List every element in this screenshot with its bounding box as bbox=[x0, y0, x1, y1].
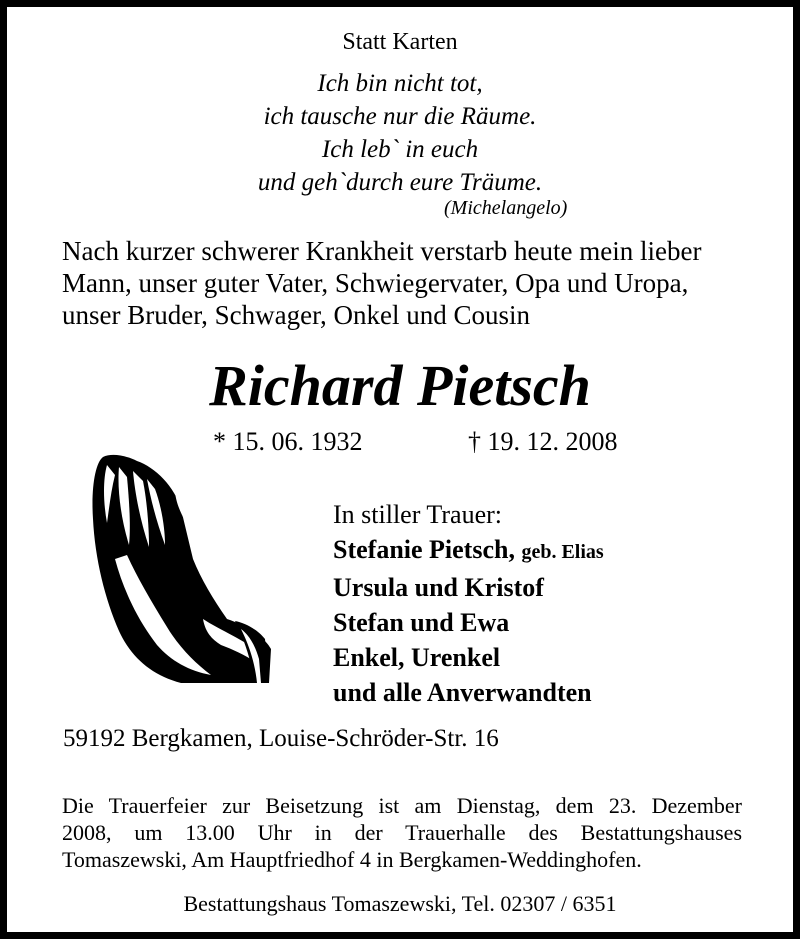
maiden-name-note: geb. Elias bbox=[521, 541, 604, 563]
praying-hands-icon bbox=[85, 449, 273, 685]
poem-line: Ich bin nicht tot, bbox=[317, 70, 483, 97]
service-line: 2008, um 13.00 Uhr in der Trauerhalle des Bestattungshauses bbox=[62, 820, 742, 845]
mourner-widow bbox=[333, 532, 604, 570]
mourners-block bbox=[333, 497, 604, 710]
intro-line: unser Bruder, Schwager, Onkel und Cousin bbox=[62, 300, 531, 330]
mourner: Enkel, Urenkel bbox=[333, 643, 501, 672]
mourner: und alle Anverwandten bbox=[333, 678, 592, 707]
family-address: 59192 Bergkamen, Louise-Schröder-Str. 16 bbox=[63, 725, 499, 752]
death-date: † 19. 12. 2008 bbox=[468, 427, 618, 456]
mourner: Stefan und Ewa bbox=[333, 608, 510, 637]
mourning-lead: In stiller Trauer: bbox=[333, 500, 502, 529]
poem-line: und geh`durch eure Träume. bbox=[257, 169, 543, 196]
service-line: Die Trauerfeier zur Beisetzung ist am Dienstag, dem 23. Dezember bbox=[62, 793, 742, 818]
poem-line: ich tausche nur die Räume. bbox=[263, 103, 537, 130]
funeral-service-text bbox=[62, 792, 742, 873]
funeral-home-contact: Bestattungshaus Tomaszewski, Tel. 02307 / 6351 bbox=[183, 891, 617, 916]
poem bbox=[7, 67, 793, 199]
birth-date: * 15. 06. 1932 bbox=[213, 427, 363, 456]
deceased-name: Richard Pietsch bbox=[209, 353, 591, 418]
intro-line: Nach kurzer schwerer Krankheit verstarb heute mein lieber bbox=[62, 236, 702, 266]
intro-line: Mann, unser guter Vater, Schwiegervater, Opa und Uropa, bbox=[62, 268, 689, 298]
statt-karten-heading: Statt Karten bbox=[342, 29, 458, 55]
poem-line: Ich leb` in euch bbox=[321, 136, 479, 163]
intro-text bbox=[62, 235, 701, 331]
service-line: Tomaszewski, Am Hauptfriedhof 4 in Bergkamen-Weddinghofen. bbox=[62, 847, 642, 872]
mourner-name: Stefanie Pietsch, bbox=[333, 535, 515, 564]
mourner: Ursula und Kristof bbox=[333, 573, 544, 602]
poem-author: (Michelangelo) bbox=[444, 197, 568, 219]
